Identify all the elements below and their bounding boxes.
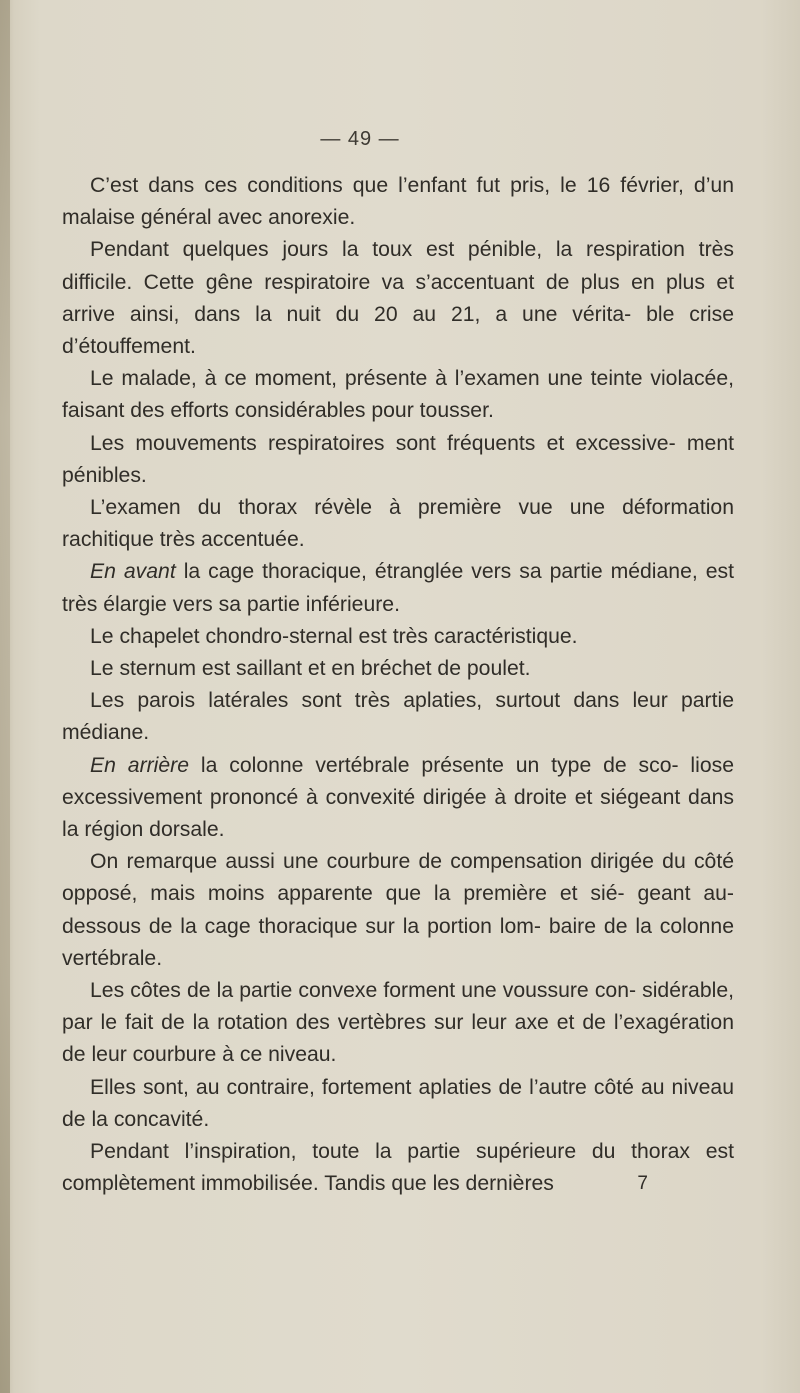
paragraph-front-rest: la cage thoracique, étranglée vers sa partie médiane, est très élargie vers sa partie inférieure.: [62, 560, 734, 616]
paragraph-rosary: Le chapelet chondro-sternal est très caractéristique.: [90, 624, 578, 648]
paragraph-onset: C’est dans ces conditions que l’enfant fut pris, le 16 février, d’un malaise général avec anorexie.: [62, 174, 734, 230]
signature-mark: 7: [637, 1173, 648, 1194]
body-text: [62, 170, 734, 1201]
emphasis-front: En avant: [90, 560, 176, 584]
paragraph-inspiration: Pendant l’inspiration, toute la partie supérieure du thorax est complètement immobilisée. Tandis que les dernières: [62, 1140, 734, 1196]
paragraph-respiration: Les mouvements respiratoires sont fréquents et excessive- ment pénibles.: [62, 431, 734, 487]
paragraph-compensation: On remarque aussi une courbure de compensation dirigée du côté opposé, mais moins apparente que la première et sié- geant au-dessous de la cage thoracique sur la portion lom- baire de la colonne vertébrale.: [62, 850, 734, 970]
paragraph-sternum: Le sternum est saillant et en bréchet de poulet.: [90, 657, 531, 681]
emphasis-back: En arrière: [90, 753, 190, 777]
paragraph-ribs: Les côtes de la partie convexe forment une voussure con- sidérable, par le fait de la rotation des vertèbres sur leur axe et de l’exagération de leur courbure à ce niveau.: [62, 979, 734, 1067]
paragraph-examination: Le malade, à ce moment, présente à l’examen une teinte violacée, faisant des efforts considérables pour tousser.: [62, 367, 734, 423]
paragraph-cough: Pendant quelques jours la toux est pénible, la respiration très difficile. Cette gêne respiratoire va s’accentuant de plus en plus et arrive ainsi, dans la nuit du 20 au 21, a une vérita- ble crise d’étouffement.: [62, 238, 734, 359]
paragraph-lateral-walls: Les parois latérales sont très aplaties, surtout dans leur partie médiane.: [62, 689, 734, 745]
paragraph-front: [62, 556, 734, 620]
paragraph-back-rest: la colonne vertébrale présente un type de sco- liose excessivement prononcé à convexité dirigée à droite et siégeant dans la région dorsale.: [62, 753, 735, 842]
page-number: — 49 —: [320, 128, 400, 150]
paragraph-concavity: Elles sont, au contraire, fortement aplaties de l’autre côté au niveau de la concavité.: [62, 1075, 734, 1131]
paragraph-back: [62, 750, 734, 847]
paragraph-thorax: L’examen du thorax révèle à première vue une déformation rachitique très accentuée.: [62, 496, 734, 552]
